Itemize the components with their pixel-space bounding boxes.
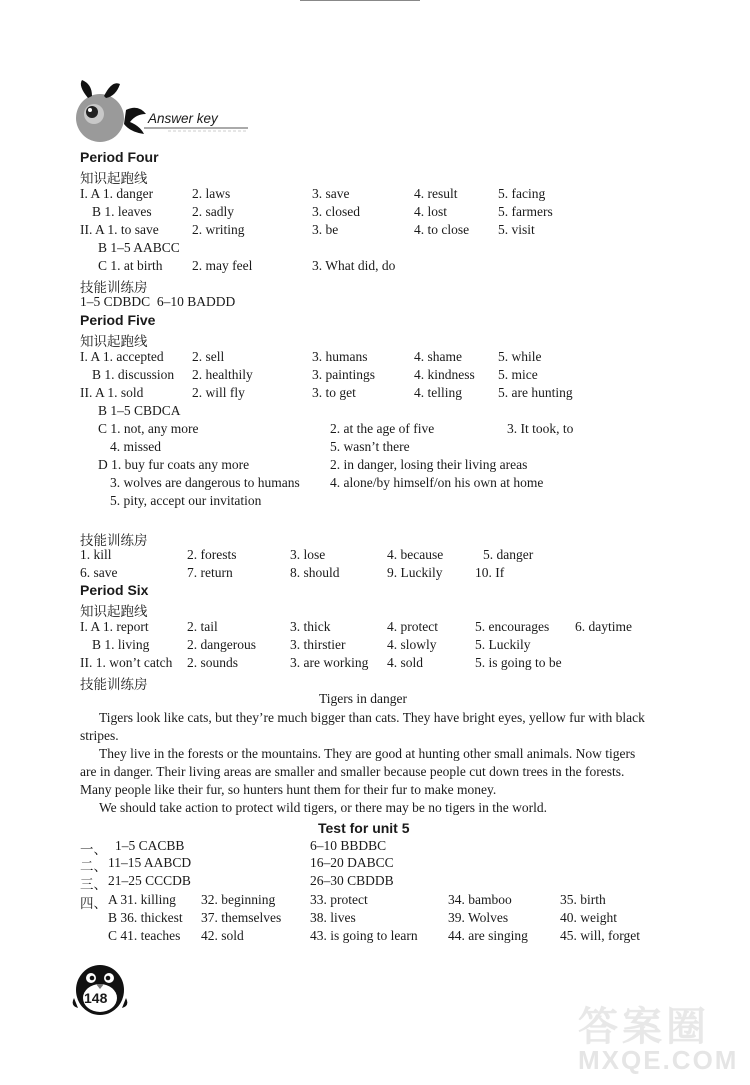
eye-icon [86,106,98,118]
period-six-title: Period Six [80,582,149,598]
essay-paragraph: Tigers look like cats, but they’re much bigger than cats. They have bright eyes, yellow fur with black stripes. [80,710,645,743]
page-number: 148 [84,990,108,1006]
period-six-sub1: 知识起跑线 [80,604,148,619]
test-title: Test for unit 5 [318,820,410,836]
period-five-sub2: 技能训练房 [80,533,148,548]
header-title: Answer key [148,111,218,126]
penguin-icon [72,960,128,1018]
period-six-sub2: 技能训练房 [80,677,148,692]
period-four-sub2: 技能训练房 [80,280,148,295]
essay-paragraph: They live in the forests or the mountains. They are good at hunting other small animals. Now tigers are in danger. Their living areas are smaller and smaller because people cut down trees in the forests. Many people like their fur, so hunters hunt them for their fur to make money. [80,746,636,797]
p4-skill-answers: 1–5 CDBDC 6–10 BADDD [80,294,236,309]
period-four-title: Period Four [80,149,159,165]
p4-b-answers: B 1–5 AABCC [98,240,180,255]
p5-b-answers: B 1–5 CBDCA [98,403,181,418]
watermark-url: MXQE.COM [578,1045,739,1075]
period-four-sub1: 知识起跑线 [80,171,148,186]
watermark-logo: 答案圈 [578,1005,710,1049]
top-rule [300,0,420,1]
essay-paragraph: We should take action to protect wild tigers, or there may be no tigers in the world. [99,800,548,815]
bite-icon [124,108,146,134]
p5-d-row: 5. pity, accept our invitation [110,493,262,508]
leaf-icon [81,80,92,98]
essay-title: Tigers in danger [319,691,407,706]
period-five-sub1: 知识起跑线 [80,334,148,349]
period-five-title: Period Five [80,312,156,328]
